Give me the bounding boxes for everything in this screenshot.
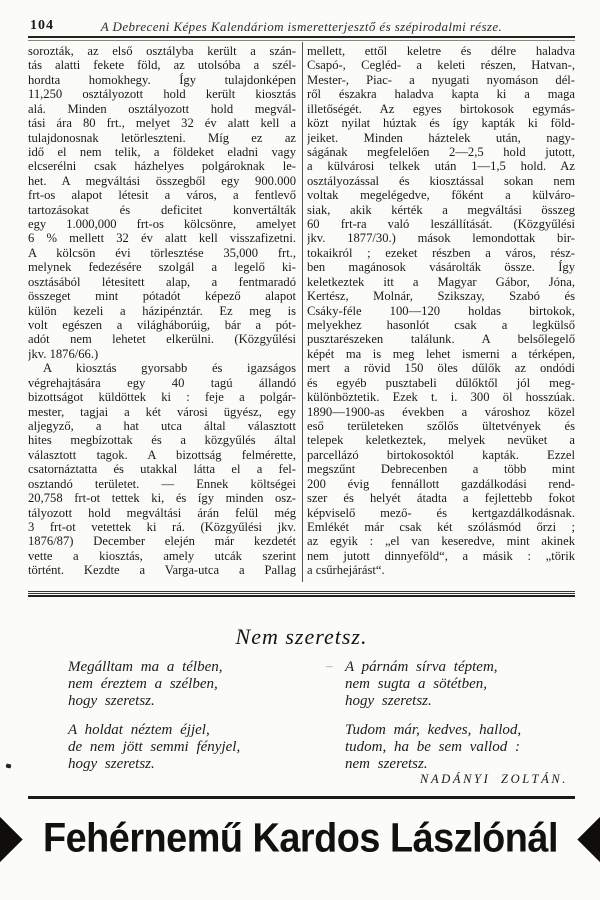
text-line: het. A megváltási összegből egy 900.000 bbox=[28, 173, 296, 188]
text-line: tályozott hold megváltási árán felül még bbox=[28, 505, 296, 520]
ink-speck bbox=[6, 763, 12, 768]
text-line: Mester-, Piac- a nyugati nyomáson dél- bbox=[307, 72, 575, 87]
poem-line: hogy szeretsz. bbox=[68, 693, 155, 709]
text-line: parcellázó birtokosoktól kapták. Ezzel bbox=[307, 447, 575, 462]
text-line: bizottságot küldöttek ki : feje a polgár- bbox=[28, 390, 296, 405]
article-column-left bbox=[28, 44, 296, 578]
poem-line: nem éreztem a szélben, bbox=[68, 676, 218, 692]
section-separator-rule bbox=[28, 591, 575, 597]
text-line: Csapó-, Cegléd- a keleti részen, Hatvan-, bbox=[307, 58, 575, 73]
poem-author: NADÁNYI ZOLTÁN. bbox=[420, 772, 568, 786]
text-line: mester, tagjai a két városi ügyész, egy bbox=[28, 404, 296, 419]
text-line: tokaikról ; ezeket részben a város, rész- bbox=[307, 245, 575, 260]
text-line: jkv. 1876/66.) bbox=[28, 346, 99, 361]
page-number: 104 bbox=[30, 18, 54, 33]
text-line: jkv. 1877/30.) mások lemondottak bir- bbox=[307, 231, 575, 246]
text-line: nem jutott dinnyeföld“, a másik : „törik bbox=[307, 548, 575, 563]
poem-column-right bbox=[345, 659, 585, 785]
running-title: A Debreceni Képes Kalendáriom ismeretterjesztő és szépirodalmi része. bbox=[100, 19, 503, 34]
poem-line: nem sugta a sötétben, bbox=[345, 676, 487, 692]
text-line: 1890—1900-as években a városhoz közel bbox=[307, 404, 575, 419]
text-line: különböztetik. Ezek t. i. 300 öl hosszúak. bbox=[307, 390, 575, 405]
text-line: frt-os alapot létesit a város, a fentlevő bbox=[28, 188, 296, 203]
text-line: keletkeztek itt a Magyar Gábor, Jóna, bbox=[307, 274, 575, 289]
text-line: szer és helyét átadta a fejlettebb fokot bbox=[307, 491, 575, 506]
poem-stanza bbox=[68, 659, 308, 710]
text-line: eső területeken szőlős ültetvények és bbox=[307, 418, 575, 433]
scan-artifact-dash: – bbox=[326, 658, 331, 673]
advert-text: Fehérnemű Kardos Lászlónál bbox=[42, 816, 558, 861]
article-column-right bbox=[307, 44, 575, 578]
page-header bbox=[28, 18, 575, 34]
text-line: külön kezeli a házipénztár. Ez meg is bbox=[28, 303, 296, 318]
poem-line: Tudom már, kedves, hallod, bbox=[345, 722, 522, 738]
text-line: A kölcsön évi törlesztése 35,000 frt., bbox=[28, 245, 296, 260]
text-line: illetőségét. Az egyes birtokosok egymás- bbox=[307, 101, 575, 116]
text-line: siak, akik kérték a megváltási összeg bbox=[307, 202, 575, 217]
poem-line: nem szeretsz. bbox=[345, 756, 428, 772]
text-line: pusztarészeken találunk. A belsőlegelő bbox=[307, 332, 575, 347]
text-line: voltak megelégedve, főként a külváro- bbox=[307, 188, 575, 203]
text-line: ről északra haladva kapta ki a maga bbox=[307, 87, 575, 102]
poem-stanza bbox=[345, 659, 585, 710]
text-line: alá. Minden osztályozott hold megvál- bbox=[28, 101, 296, 116]
poem-line: A holdat néztem éjjel, bbox=[68, 722, 210, 738]
text-line: 200 évig fennállott gazdálkodási rend- bbox=[307, 476, 575, 491]
text-line: a csűrhejárást“. bbox=[307, 563, 385, 578]
poem-line: tudom, ha be sem vallod : bbox=[345, 739, 520, 755]
text-line: tás alatti fekete föld, az utolsóba a szél- bbox=[28, 58, 296, 73]
text-line: elcserélni csak házhelyes polgároknak le- bbox=[28, 159, 296, 174]
advert-top-rule bbox=[28, 796, 575, 799]
text-line: tartozásokat és deficitet konvertálták bbox=[28, 202, 296, 217]
text-line: osztásából létesitett alap, a fentmaradó bbox=[28, 274, 296, 289]
text-line: hites megbízottak és a közgyűlés által bbox=[28, 433, 296, 448]
text-line: vette a kiosztás, amely utcák szerint bbox=[28, 548, 296, 563]
text-line: 1876/87) December elején már kezdetét bbox=[28, 534, 296, 549]
text-line: 20,758 frt-ot tettek ki, és így minden osz- bbox=[28, 491, 296, 506]
text-line: jeiket. Minden háztelek után, nagy- bbox=[307, 130, 575, 145]
text-line: az egyik : „el van keseredve, mint akinek bbox=[307, 534, 575, 549]
text-line: tulajdonosnak letörleszteni. Míg ez az bbox=[28, 130, 296, 145]
advert-banner bbox=[0, 806, 600, 872]
text-line: osztandó területet. — Ennek költségei bbox=[28, 476, 296, 491]
header-rule bbox=[28, 36, 575, 41]
text-line: végrehajtására egy 40 tagú állandó bbox=[28, 375, 296, 390]
text-line: ben magánosok vásárolták össze. Így bbox=[307, 260, 575, 275]
text-line: 11,250 osztályozott hold került kiosztás bbox=[28, 87, 296, 102]
poem-title: Nem szeretsz. bbox=[235, 624, 368, 649]
text-line: melyekhez hasonlót csak a legkülső bbox=[307, 318, 575, 333]
poem-line: Megálltam ma a télben, bbox=[68, 659, 223, 675]
text-line: a külvárosi telkek után 1—1,5 hold. Az bbox=[307, 159, 575, 174]
text-line: csatornáztatta és utakkal látta el a fel- bbox=[28, 462, 296, 477]
text-line: volt egészen a világháborúig, bár a pót- bbox=[28, 318, 296, 333]
article-body bbox=[28, 44, 575, 580]
text-line: 3 frt-ot vetettek ki rá. (Közgyűlési jkv. bbox=[28, 519, 296, 534]
text-line: A kiosztás gyorsabb és igazságos bbox=[43, 361, 296, 376]
poem-line: de nem jött semmi fényjel, bbox=[68, 739, 241, 755]
text-line: sorozták, az első osztályba került a szán- bbox=[28, 44, 296, 58]
poem-column-left bbox=[68, 659, 308, 785]
text-line: hordta homokhegy. Így tulajdonképen bbox=[28, 72, 296, 87]
text-line: Csáky-féle 100—120 holdas birtokok, bbox=[307, 303, 575, 318]
text-line: összeget mint pótadót képező alapot bbox=[28, 289, 296, 304]
poem-stanza bbox=[68, 722, 308, 773]
text-line: egy 1.000,000 frt-os kölcsönre, amelyet bbox=[28, 217, 296, 232]
text-line: képét ma is meg lehet ismerni a térképen, bbox=[307, 346, 575, 361]
text-line: telepek keletkeztek, melyek nevüket a bbox=[307, 433, 575, 448]
text-line: megszűnt Debrecenben a több mint bbox=[307, 462, 575, 477]
text-line: Kertész, Molnár, Szikszay, Szabó és bbox=[307, 289, 575, 304]
text-line: aljegyző, a hat utca által választott bbox=[28, 418, 296, 433]
text-line: 6 % mellett 32 év alatt kell visszafizetni. bbox=[28, 231, 296, 246]
poem-line: hogy szeretsz. bbox=[68, 756, 155, 772]
text-line: mert a rövid 150 öles dűlők az ondódi bbox=[307, 361, 575, 376]
text-line: választott tagok. A bizottság felmérette, bbox=[28, 447, 296, 462]
text-line: Emlékét már csak két szólásmód őrzi ; bbox=[307, 519, 575, 534]
text-line: melynek fedezésére szolgál a legelő ki- bbox=[28, 260, 296, 275]
poem-line: A párnám sírva téptem, bbox=[345, 659, 498, 675]
text-line: tási ára 80 frt., melyet 32 év alatt kell a bbox=[28, 116, 296, 131]
text-line: 60 frt-ra való leszállítását. (Közgyűlési bbox=[307, 217, 575, 232]
poem-line: hogy szeretsz. bbox=[345, 693, 432, 709]
diamond-icon bbox=[578, 813, 600, 865]
text-line: mellett, ettől keletre és délre haladva bbox=[307, 44, 575, 58]
text-line: adót nem lehetet elkerülni. (Közgyűlési bbox=[28, 332, 296, 347]
text-line: történt. Kezdte a Varga-utca a Pallag bbox=[28, 563, 296, 578]
text-line: osztályozással és kiosztással sokan nem bbox=[307, 173, 575, 188]
diamond-icon bbox=[0, 813, 22, 865]
column-divider-rule bbox=[302, 42, 303, 582]
text-line: és egyéb pusztabeli dűlőktől jól meg- bbox=[307, 375, 575, 390]
text-line: idő el nem telik, a földeket eladni vagy bbox=[28, 144, 296, 159]
text-line: közt nyilat húztak és így kapták ki föld- bbox=[307, 116, 575, 131]
text-line: képviselő mező- és kertgazdálkodásnak. bbox=[307, 505, 575, 520]
poem-stanza bbox=[345, 722, 585, 773]
text-line: ságának megfelelően 2—2,5 hold jutott, bbox=[307, 144, 575, 159]
